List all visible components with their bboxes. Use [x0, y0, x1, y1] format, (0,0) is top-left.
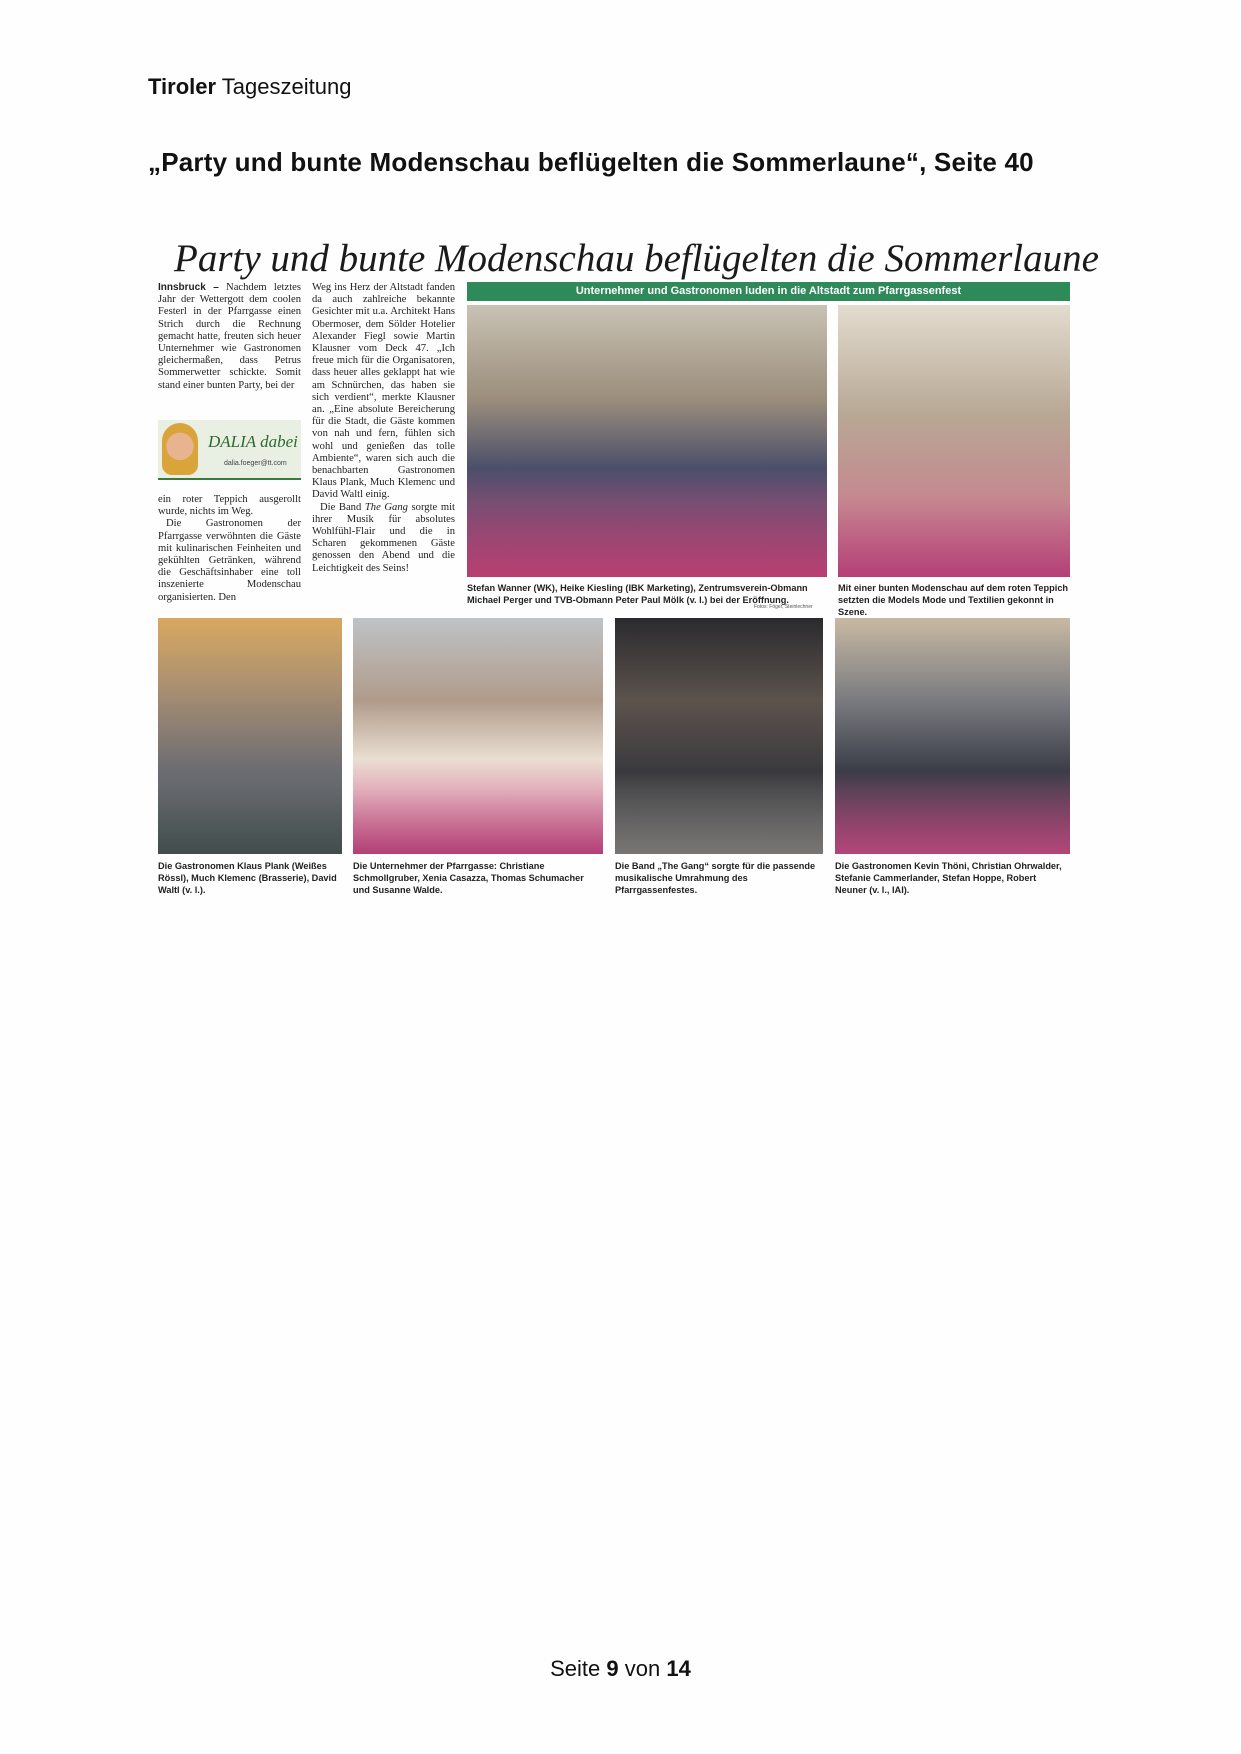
paragraph-text: Nachdem letztes Jahr der Wettergott dem coolen Festerl in der Pfarrgasse einen Strich durch die Rechnung gemacht hatte, freuten sich heuer Unternehmer wie Gastronomen gleichermaßen, dass Petrus Sommerwetter schickte. Somit stand einer bunten Party, bei der [158, 282, 301, 391]
columnist-box [158, 420, 301, 480]
paragraph: Weg ins Herz der Altstadt fanden da auch zahlreiche bekannte Gesichter mit u.a. Architekt Hans Obermoser, dem Sölder Hotelier Alexander Fiegl sowie Martin Klausner vom Deck 47. „Ich freue mich für die Organisatoren, dass heuer alles geklappt hat wie am Schnürchen, das haben sie sich verdient“, merkte Klausner an. „Eine absolute Bereicherung für die Stadt, die Gäste kommen von nah und fern, fühlen sich wohl und genießen das tolle Ambiente“, waren sich auch die benachbarten Gastronomen Klaus Plank, Much Klemenc und David Waltl einig. [312, 282, 455, 501]
publication-name-rest: Tageszeitung [221, 74, 352, 99]
total-pages: 14 [666, 1656, 691, 1681]
photo-band [615, 618, 823, 854]
caption-band: Die Band „The Gang“ sorgte für die passende musikalische Umrahmung des Pfarrgassenfestes. [615, 861, 816, 895]
photo-section-heading: Unternehmer und Gastronomen luden in die Altstadt zum Pfarrgassenfest [467, 282, 1070, 301]
newspaper-clipping [158, 232, 1099, 895]
publication-name-bold: Tiroler [148, 74, 217, 99]
caption-gastronomes-2: Die Gastronomen Kevin Thöni, Christian Ohrwalder, Stefanie Cammerlander, Stefan Hoppe, Robert Neuner (v. l., IAI). [835, 861, 1062, 895]
paragraph: ein roter Teppich ausgerollt wurde, nichts im Weg. [158, 494, 301, 518]
paragraph-text: sorgte mit ihrer Musik für absolutes Wohlfühl-Flair und die in Scharen gekommenen Gäste genossen den Abend und die Leichtigkeit des Seins! [312, 501, 455, 574]
publication-name [148, 74, 351, 100]
caption-gastronomes-1: Die Gastronomen Klaus Plank (Weißes Rössl), Much Klemenc (Brasserie), David Waltl (v. l.). [158, 861, 337, 895]
document-headline: „Party und bunte Modenschau beflügelten die Sommerlaune“, Seite 40 [148, 147, 1034, 177]
photo-credit: Fotos: Föger, Steinlechner [754, 604, 813, 610]
columnist-email: dalia.foeger@tt.com [224, 460, 287, 467]
current-page: 9 [606, 1656, 619, 1681]
photo-fashion-show [838, 305, 1070, 577]
dateline: Innsbruck – [158, 282, 219, 293]
article-column-1 [158, 282, 301, 392]
page-footer [0, 1656, 1241, 1682]
photo-entrepreneurs [353, 618, 603, 854]
article-column-2 [312, 282, 455, 575]
caption-opening: Stefan Wanner (WK), Heike Kiesling (IBK Marketing), Zentrumsverein-Obmann Michael Perger und TVB-Obmann Peter Paul Mölk (v. l.) bei der Eröffnung. [467, 583, 808, 605]
photo-gastronomes-1 [158, 618, 342, 854]
band-name: The Gang [364, 501, 408, 513]
paragraph: Die Gastronomen der Pfarrgasse verwöhnten die Gäste mit kulinarischen Feinheiten und gekühlten Getränken, während die Geschäftsinhaber eine toll inszenierte Modenschau organisierten. Den [158, 518, 301, 603]
caption-entrepreneurs: Die Unternehmer der Pfarrgasse: Christiane Schmollgruber, Xenia Casazza, Thomas Schumacher und Susanne Walde. [353, 861, 584, 895]
article-column-1-continued [158, 494, 301, 604]
columnist-portrait [162, 423, 198, 475]
article-title: Party und bunte Modenschau beflügelten die Sommerlaune [174, 237, 1099, 280]
footer-prefix: Seite [550, 1656, 601, 1681]
footer-mid: von [624, 1656, 661, 1681]
photo-gastronomes-2 [835, 618, 1070, 854]
columnist-brand: DALIA dabei [208, 432, 298, 451]
paragraph [312, 502, 455, 575]
paragraph [158, 282, 301, 392]
photo-opening-ceremony [467, 305, 827, 577]
caption-fashion-show: Mit einer bunten Modenschau auf dem roten Teppich setzten die Models Mode und Textilien gekonnt in Szene. [838, 583, 1069, 617]
paragraph-text: Die Band [320, 501, 362, 513]
